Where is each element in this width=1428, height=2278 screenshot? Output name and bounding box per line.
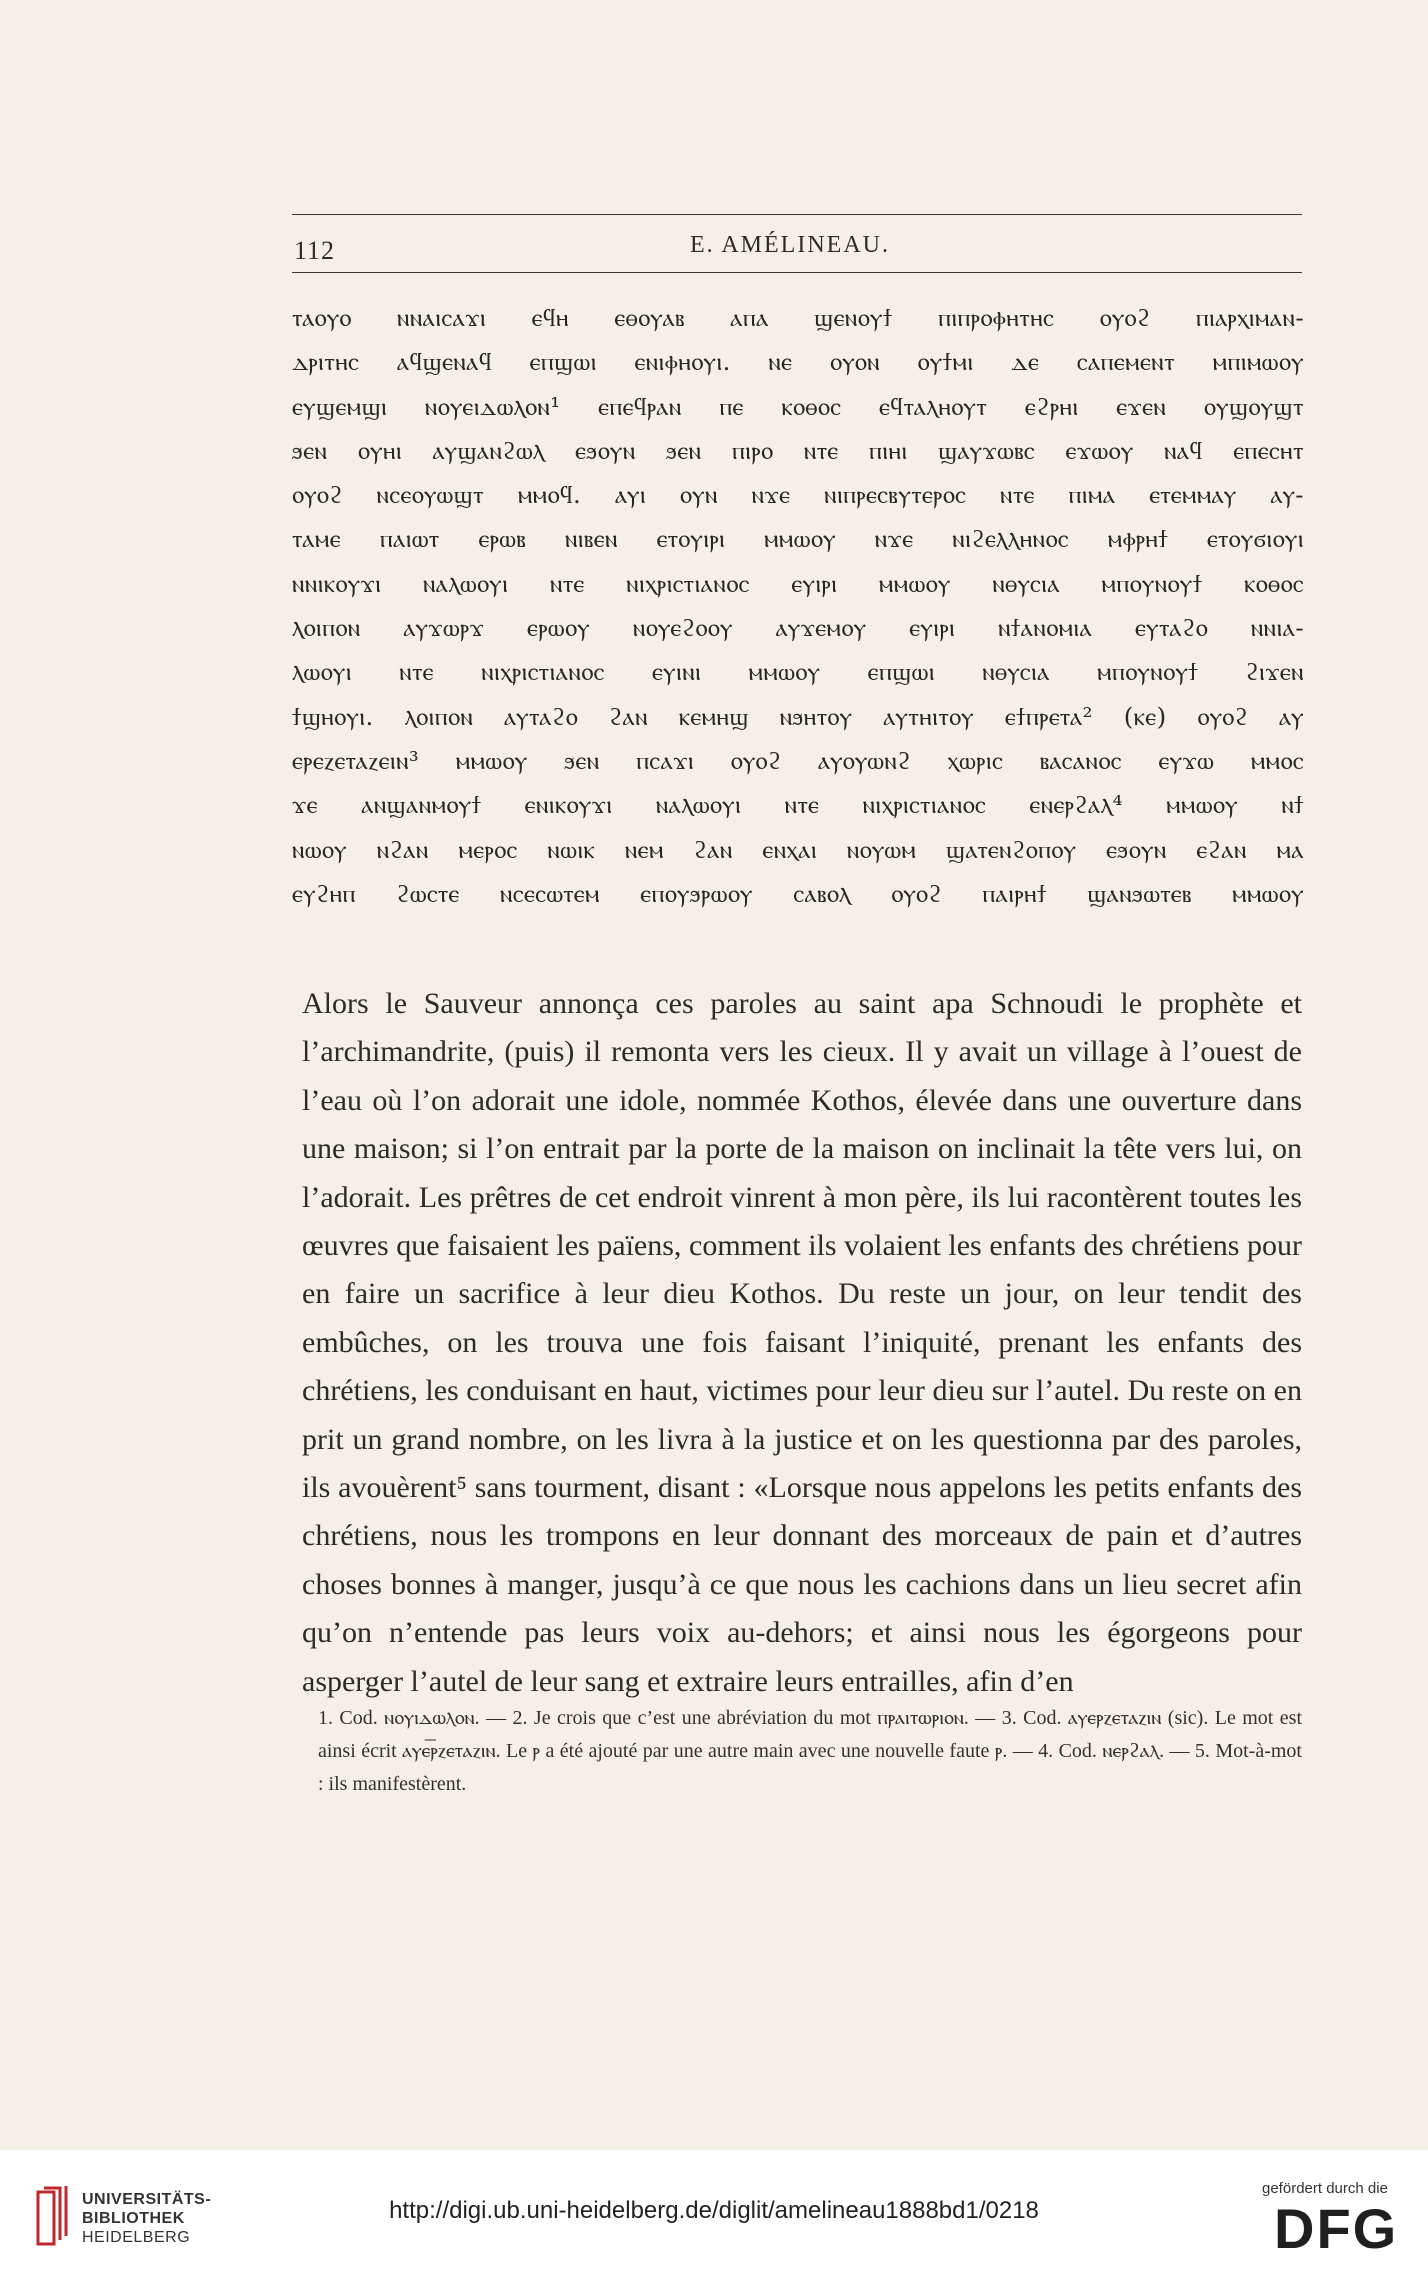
french-translation-paragraph: Alors le Sauveur annonça ces paroles au saint apa Schnoudi le prophète et l’archimandrite, (puis) il remonta vers les cieux. Il y avait un village à l’ouest de l’eau où l’on adorait une idole, nommée Kothos, élevée dans une ouverture dans une maison; si l’on entrait par la porte de la maison on inclinait la tête vers lui, on l’adorait. Les prêtres de cet endroit vinrent à mon père, ils lui racontèrent toutes les œuvres que faisaient les païens, comment ils volaient les enfants des chrétiens pour en faire un sacrifice à leur dieu Kothos. Du reste un jour, on leur tendit des embûches, on les trouva une fois faisant l’iniquité, prenant les enfants des chrétiens, les conduisant en haut, victimes pour leur dieu sur l’autel. Du reste on en prit un grand nombre, on les livra à la justice et on les questionna par des paroles, ils avouèrent⁵ sans tourment, disant : «Lorsque nous appelons les petits enfants des chrétiens, nous les trompons en leur donnant des morceaux de pain et d’autres choses bonnes à manger, jusqu’à ce que nous les cachions dans un lieu secret afin qu’on n’entende pas leurs voix au-dehors; et ainsi nous les égorgeons pour asperger l’autel de leur sang et extraire leurs entrailles, afin d’en bbox=[302, 987, 1302, 1698]
coptic-line: ⲧⲁⲙⲉ ⲡⲁⲓⲱⲧ ⲉⲣⲱⲃ ⲛⲓⲃⲉⲛ ⲉⲧⲟⲩⲓⲣⲓ ⲙⲙⲱⲟⲩ ⲛϫⲉ ⲛⲓϩⲉⲗⲗⲏⲛⲟⲥ ⲙⲫⲣⲏϯ ⲉⲧⲟⲩϭⲓⲟⲩⲓ bbox=[292, 524, 1304, 554]
coptic-line: ⲧⲁⲟⲩⲟ ⲛⲛⲁⲓⲥⲁϫⲓ ⲉϥⲏ ⲉⲑⲟⲩⲁⲃ ⲁⲡⲁ ϣⲉⲛⲟⲩϯ ⲡⲓⲡⲣⲟⲫⲏⲧⲏⲥ ⲟⲩⲟϩ ⲡⲓⲁⲣⲭⲓⲙⲁⲛ- bbox=[292, 303, 1304, 332]
coptic-line: ⲗⲟⲓⲡⲟⲛ ⲁⲩϫⲱⲣϫ ⲉⲣⲱⲟⲩ ⲛⲟⲩⲉϩⲟⲟⲩ ⲁⲩϫⲉⲙⲟⲩ ⲉⲩⲓⲣⲓ ⲛϯⲁⲛⲟⲙⲓⲁ ⲉⲩⲧⲁϩⲟ ⲛⲛⲓⲁ- bbox=[292, 613, 1304, 643]
institution-line: UNIVERSITÄTS- bbox=[82, 2191, 212, 2208]
coptic-line: ⲇⲣⲓⲧⲏⲥ ⲁϥϣⲉⲛⲁϥ ⲉⲡϣⲱⲓ ⲉⲛⲓⲫⲏⲟⲩⲓ. ⲛⲉ ⲟⲩⲟⲛ ⲟⲩϯⲙⲓ ⲇⲉ ⲥⲁⲡⲉⲙⲉⲛⲧ ⲙⲡⲓⲙⲱⲟⲩ bbox=[292, 347, 1304, 377]
institution-line: BIBLIOTHEK bbox=[82, 2210, 185, 2227]
header-rule-bottom bbox=[292, 272, 1302, 273]
coptic-line: ⲉⲩϣⲉⲙϣⲓ ⲛⲟⲩⲉⲓⲇⲱⲗⲟⲛ¹ ⲉⲡⲉϥⲣⲁⲛ ⲡⲉ ⲕⲟⲑⲟⲥ ⲉϥⲧⲁⲗⲏⲟⲩⲧ ⲉϩⲣⲏⲓ ⲉϫⲉⲛ ⲟⲩϣⲟⲩϣⲧ bbox=[292, 391, 1304, 421]
coptic-line: ⲉⲣⲉⲍⲉⲧⲁⲍⲉⲓⲛ³ ⲙⲙⲱⲟⲩ ϧⲉⲛ ⲡⲥⲁϫⲓ ⲟⲩⲟϩ ⲁⲩⲟⲩⲱⲛϩ ⲭⲱⲣⲓⲥ ⲃⲁⲥⲁⲛⲟⲥ ⲉⲩϫⲱ ⲙⲙⲟⲥ bbox=[292, 745, 1304, 775]
institution-line: HEIDELBERG bbox=[82, 2229, 191, 2246]
permalink-url[interactable]: http://digi.ub.uni-heidelberg.de/diglit/amelineau1888bd1/0218 bbox=[389, 2197, 1039, 2224]
coptic-text-block bbox=[292, 296, 1304, 916]
dfg-logo-icon bbox=[1272, 2196, 1412, 2256]
page-number: 112 bbox=[294, 236, 336, 265]
running-head: E. AMÉLINEAU. bbox=[690, 232, 890, 258]
coptic-line: ⲗⲱⲟⲩⲓ ⲛⲧⲉ ⲛⲓⲭⲣⲓⲥⲧⲓⲁⲛⲟⲥ ⲉⲩⲓⲛⲓ ⲙⲙⲱⲟⲩ ⲉⲡϣⲱⲓ ⲛⲑⲩⲥⲓⲁ ⲙⲡⲟⲩⲛⲟⲩϯ ϩⲓϫⲉⲛ bbox=[292, 657, 1304, 687]
footnotes: 1. Cod. ⲛⲟⲩⲓⲇⲱⲗⲟⲛ. — 2. Je crois que c’est une abréviation du mot ⲡⲣⲁⲓⲧⲱⲣⲓⲟⲛ. — 3. Cod. ⲁⲩⲉⲣⲍⲉⲧⲁⲍⲓⲛ (sic). Le mot est ainsi écrit ⲁⲩⲉ͞ⲣⲍⲉⲧⲁⲍⲓⲛ. Le ⲣ a été ajouté par une autre main avec une nouvelle faute ⲣ. — 4. Cod. ⲛⲉⲣϩⲁⲗ. — 5. Mot-à-mot : ils manifestèrent. bbox=[318, 1707, 1302, 1795]
coptic-line: ⲛⲛⲓⲕⲟⲩϫⲓ ⲛⲁⲗⲱⲟⲩⲓ ⲛⲧⲉ ⲛⲓⲭⲣⲓⲥⲧⲓⲁⲛⲟⲥ ⲉⲩⲓⲣⲓ ⲙⲙⲱⲟⲩ ⲛⲑⲩⲥⲓⲁ ⲙⲡⲟⲩⲛⲟⲩϯ ⲕⲟⲑⲟⲥ bbox=[292, 568, 1304, 598]
coptic-line: ϧⲉⲛ ⲟⲩⲏⲓ ⲁⲩϣⲁⲛϩⲱⲗ ⲉϧⲟⲩⲛ ϧⲉⲛ ⲡⲓⲣⲟ ⲛⲧⲉ ⲡⲓⲏⲓ ϣⲁⲩϫⲱⲃⲥ ⲉϫⲱⲟⲩ ⲛⲁϥ ⲉⲡⲉⲥⲏⲧ bbox=[292, 435, 1304, 465]
dfg-logo-text: DFG bbox=[1274, 2197, 1399, 2256]
coptic-line: ϫⲉ ⲁⲛϣⲁⲛⲙⲟⲩϯ ⲉⲛⲓⲕⲟⲩϫⲓ ⲛⲁⲗⲱⲟⲩⲓ ⲛⲧⲉ ⲛⲓⲭⲣⲓⲥⲧⲓⲁⲛⲟⲥ ⲉⲛⲉⲣϩⲁⲗ⁴ ⲙⲙⲱⲟⲩ ⲛϯ bbox=[292, 790, 1304, 820]
coptic-line: ⲛⲱⲟⲩ ⲛϩⲁⲛ ⲙⲉⲣⲟⲥ ⲛⲱⲓⲕ ⲛⲉⲙ ϩⲁⲛ ⲉⲛⲭⲁⲓ ⲛⲟⲩⲱⲙ ϣⲁⲧⲉⲛϩⲟⲡⲟⲩ ⲉϧⲟⲩⲛ ⲉϩⲁⲛ ⲙⲁ bbox=[292, 834, 1304, 864]
coptic-line: ⲉⲩϩⲏⲡ ϩⲱⲥⲧⲉ ⲛⲥⲉⲥⲱⲧⲉⲙ ⲉⲡⲟⲩϧⲣⲱⲟⲩ ⲥⲁⲃⲟⲗ ⲟⲩⲟϩ ⲡⲁⲓⲣⲏϯ ϣⲁⲛϧⲱⲧⲉⲃ ⲙⲙⲱⲟⲩ bbox=[292, 878, 1304, 908]
coptic-line: ϯϣⲏⲟⲩⲓ. ⲗⲟⲓⲡⲟⲛ ⲁⲩⲧⲁϩⲟ ϩⲁⲛ ⲕⲉⲙⲏϣ ⲛϧⲏⲧⲟⲩ ⲁⲩⲧⲏⲓⲧⲟⲩ ⲉϯⲡⲣⲉⲧⲁ² (ⲕⲉ) ⲟⲩⲟϩ ⲁⲩ bbox=[292, 701, 1304, 731]
funded-by-label: gefördert durch die bbox=[1262, 2180, 1388, 2197]
coptic-line: ⲟⲩⲟϩ ⲛⲥⲉⲟⲩⲱϣⲧ ⲙⲙⲟϥ. ⲁⲩⲓ ⲟⲩⲛ ⲛϫⲉ ⲛⲓⲡⲣⲉⲥⲃⲩⲧⲉⲣⲟⲥ ⲛⲧⲉ ⲡⲓⲙⲁ ⲉⲧⲉⲙⲙⲁⲩ ⲁⲩ- bbox=[292, 480, 1304, 510]
header-rule-top bbox=[292, 214, 1302, 215]
